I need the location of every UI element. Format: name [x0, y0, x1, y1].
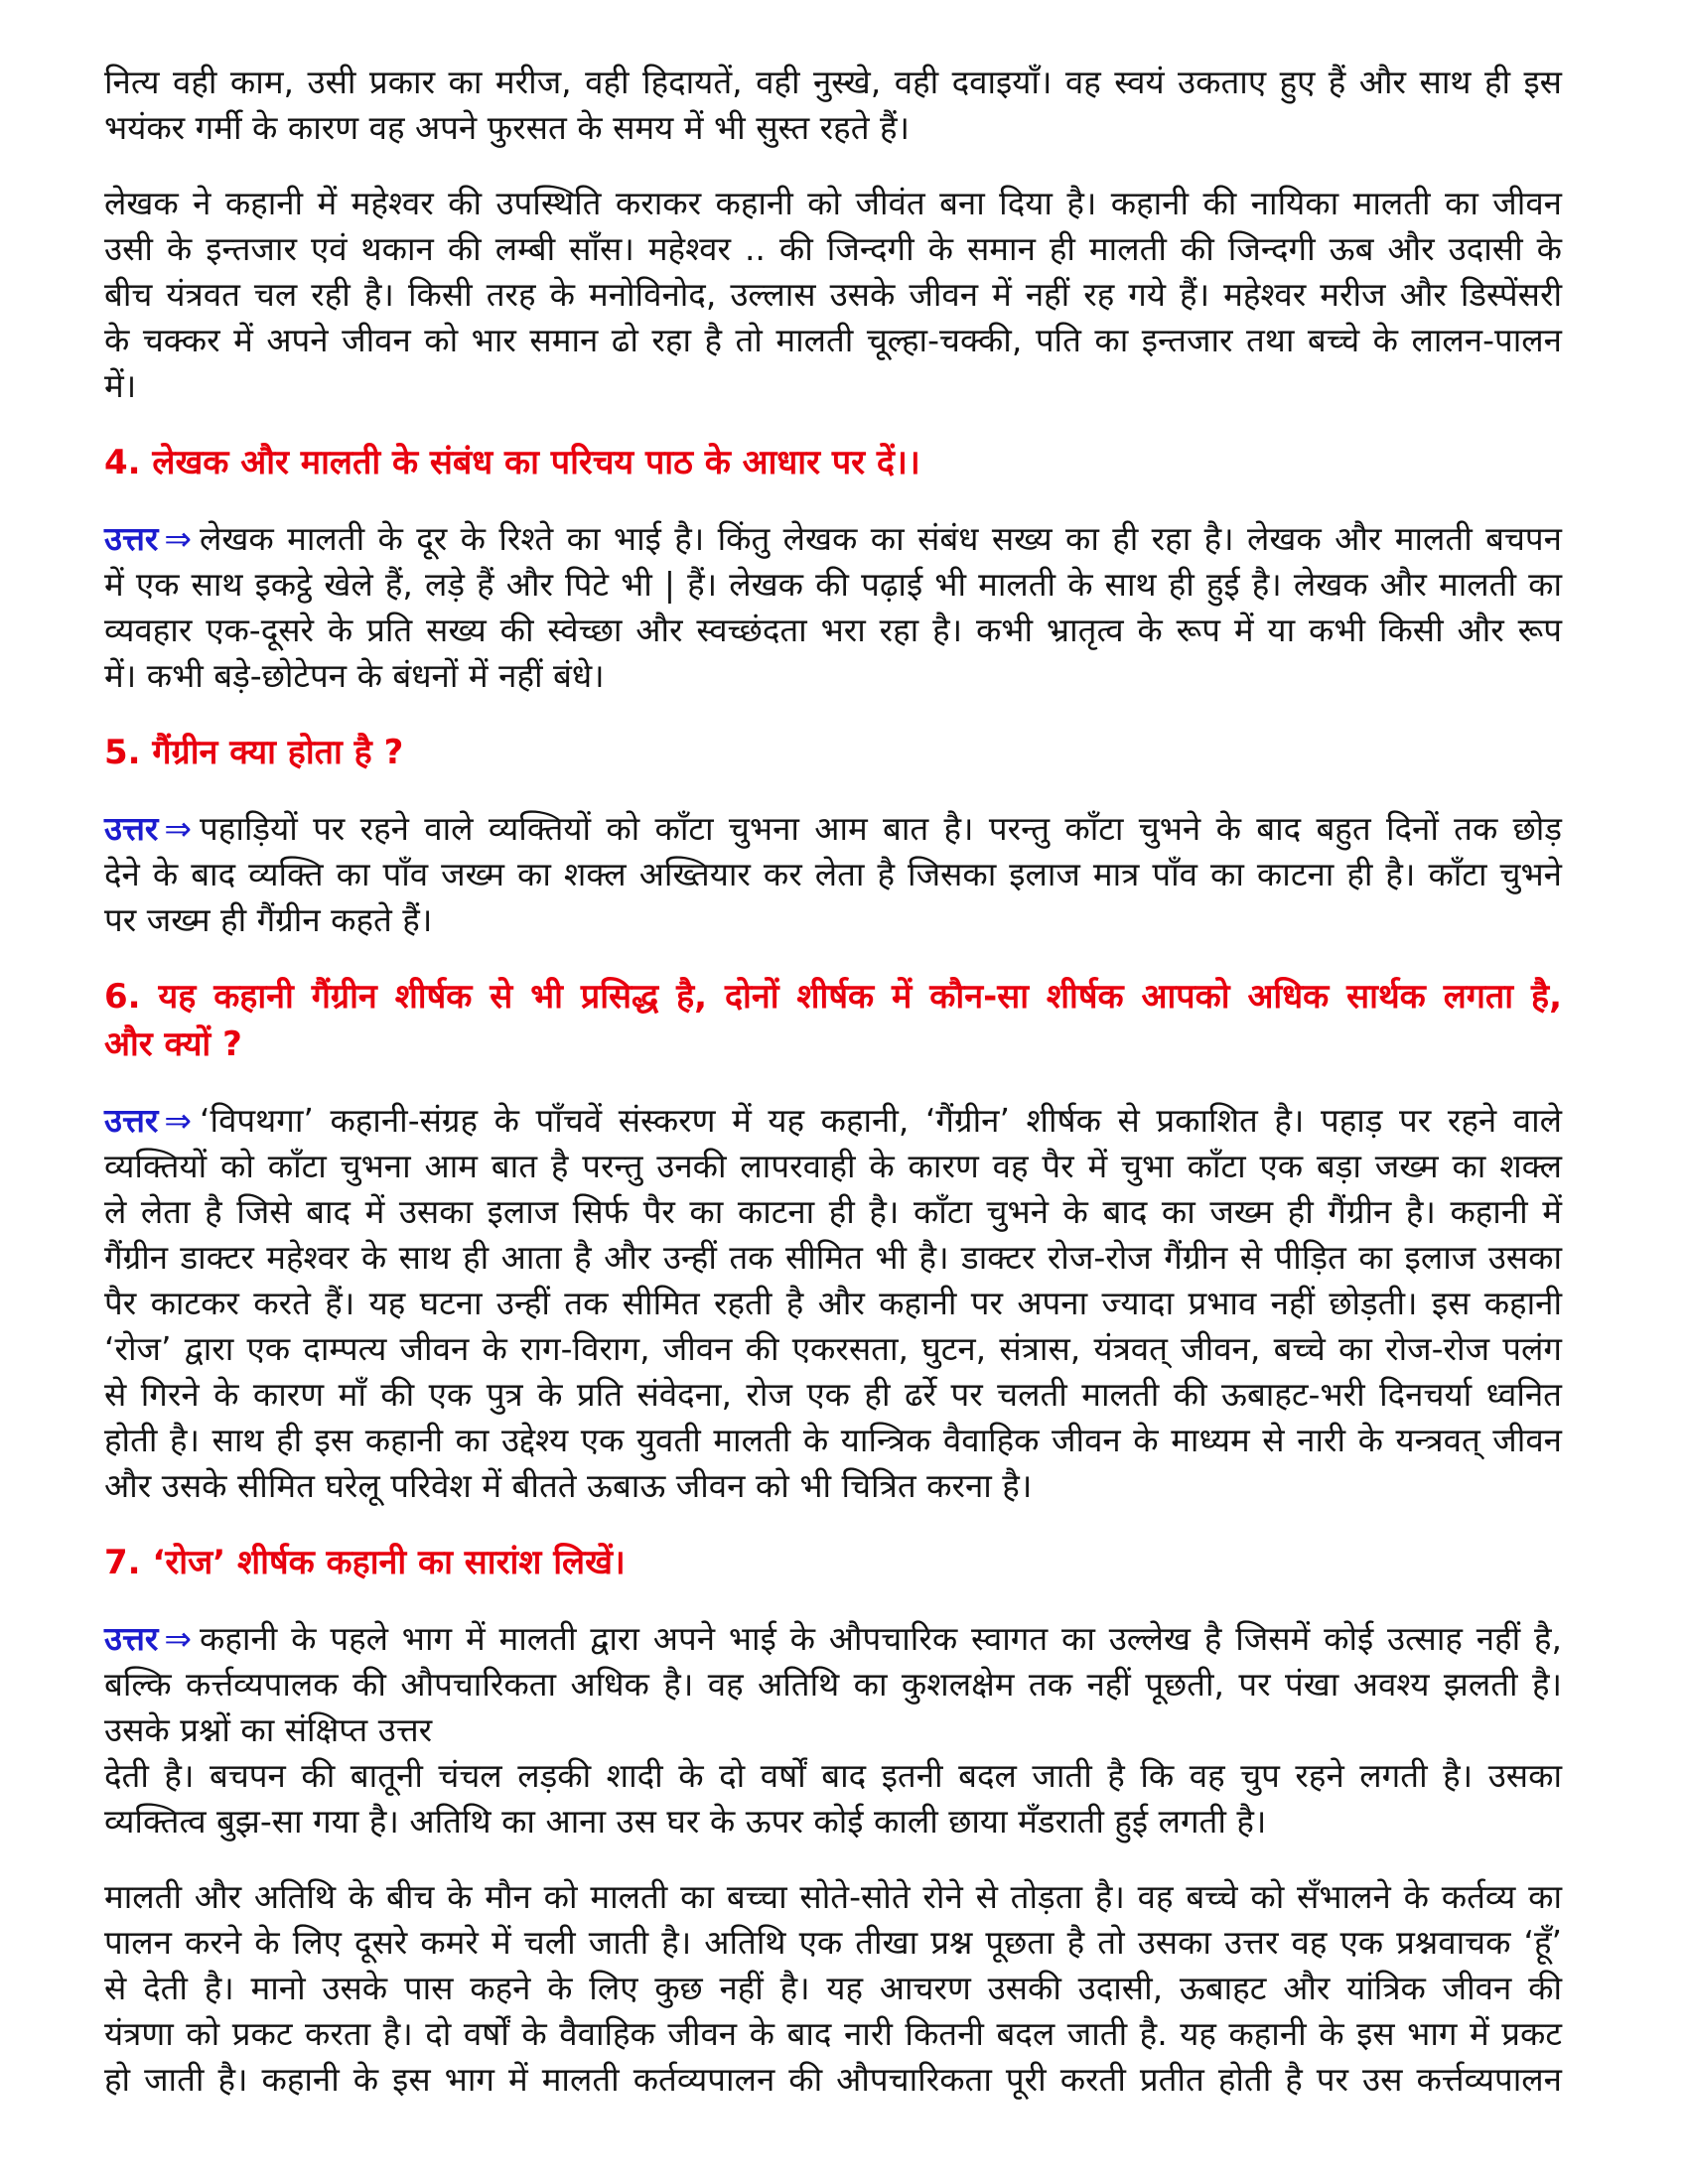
paragraph: [104, 1874, 1562, 2103]
question-heading: [104, 1539, 1562, 1586]
text-line: उसके प्रश्नों का संक्षिप्त उत्तर: [104, 1710, 433, 1749]
paragraph: [104, 60, 1562, 151]
text-line: मालती और अतिथि के बीच के मौन को मालती का बच्चा सोते-सोते रोने से तोड़ता है। वह बच्चे को सँभालने के कर्तव्य का: [104, 1877, 1562, 1916]
text-line: 4. लेखक और मालती के संबंध का परिचय पाठ के आधार पर दें।।: [104, 443, 920, 482]
text-line: ‘रोज’ द्वारा एक दाम्पत्य जीवन के राग-विराग, जीवन की एकरसता, घुटन, संत्रास, यंत्रवत् जीवन, बच्चे का रोज-रोज पलंग: [104, 1329, 1562, 1368]
text-line: गैंग्रीन डाक्टर महेश्वर के साथ ही आता है और उन्हीं तक सीमित भी है। डाक्टर रोज-रोज गैंग्रीन से पीड़ित का इलाज उसका: [104, 1238, 1562, 1277]
answer-arrow-icon: ⇒: [164, 809, 193, 848]
text-line: ले लेता है जिसे बाद में उसका इलाज सिर्फ पैर का काटना ही है। काँटा चुभने के बाद का जख्म ही गैंग्रीन है। कहानी में: [104, 1192, 1562, 1231]
answer-paragraph: [104, 1098, 1562, 1509]
text-line: व्यक्तित्व बुझ-सा गया है। अतिथि का आना उस घर के ऊपर कोई काली छाया मँडराती हुई लगती है।: [104, 1802, 1267, 1841]
text-line: से देती है। मानो उसके पास कहने के लिए कुछ नहीं है। यह आचरण उसकी उदासी, ऊबाहट और यांत्रिक जीवन की: [104, 1969, 1562, 2007]
question-heading: [104, 973, 1562, 1068]
answer-text: पहाड़ियों पर रहने वाले व्यक्तियों को काँटा चुभना आम बात है। परन्तु काँटा चुभने के बाद बहुत दिनों तक छोड़: [200, 809, 1562, 848]
text-line: लेखक ने कहानी में महेश्वर की उपस्थिति कराकर कहानी को जीवंत बना दिया है। कहानी की नायिका मालती का जीवन: [104, 184, 1562, 222]
text-line: बीच यंत्रवत चल रही है। किसी तरह के मनोविनोद, उल्लास उसके जीवन में नहीं रह गये हैं। महेश्वर मरीज और डिस्पेंसरी: [104, 275, 1562, 314]
text-line: होती है। साथ ही इस कहानी का उद्देश्य एक युवती मालती के यान्त्रिक वैवाहिक जीवन के माध्यम से नारी के यन्त्रवत् जीवन: [104, 1421, 1562, 1459]
text-line: [104, 806, 1562, 852]
paragraph: [104, 181, 1562, 409]
text-line: [104, 516, 1562, 562]
text-line: 7. ‘रोज’ शीर्षक कहानी का सारांश लिखें।: [104, 1543, 626, 1582]
answer-paragraph: [104, 806, 1562, 943]
text-line: [104, 1616, 1562, 1662]
text-line: व्यक्तियों को काँटा चुभना आम बात है परन्तु उनकी लापरवाही के कारण वह पैर में चुभा काँटा एक बड़ा जख्म का शक्ल: [104, 1147, 1562, 1185]
text-line: यंत्रणा को प्रकट करता है। दो वर्षों के वैवाहिक जीवन के बाद नारी कितनी बदल जाती है. यह कहानी के इस भाग में प्रकट: [104, 2014, 1562, 2053]
answer-arrow-icon: ⇒: [164, 519, 193, 558]
question-heading: [104, 729, 1562, 776]
text-line: में एक साथ इकट्ठे खेले हैं, लड़े हैं और पिटे भी | हैं। लेखक की पढ़ाई भी मालती के साथ ही हुई है। लेखक और मालती का: [104, 565, 1562, 604]
text-line: उसी के इन्तजार एवं थकान की लम्बी साँस। महेश्वर .. की जिन्दगी के समान ही मालती की जिन्दगी ऊब और उदासी के: [104, 229, 1562, 268]
text-line: पालन करने के लिए दूसरे कमरे में चली जाती है। अतिथि एक तीखा प्रश्न पूछता है तो उसका उत्तर वह एक प्रश्नवाचक ‘हूँ’: [104, 1923, 1562, 1962]
question-heading: [104, 439, 1562, 486]
answer-text: लेखक मालती के दूर के रिश्ते का भाई है। किंतु लेखक का संबंध सख्य का ही रहा है। लेखक और मालती बचपन: [200, 519, 1562, 558]
text-line: में।: [104, 366, 137, 405]
answer-paragraph: [104, 1616, 1562, 1844]
text-line: बल्कि कर्त्तव्यपालक की औपचारिकता अधिक है। वह अतिथि का कुशलक्षेम तक नहीं पूछती, पर पंखा अवश्य झलती है।: [104, 1665, 1562, 1704]
text-line: 5. गैंग्रीन क्या होता है ?: [104, 733, 404, 772]
text-line: हो जाती है। कहानी के इस भाग में मालती कर्तव्यपालन की औपचारिकता पूरी करती प्रतीत होती है पर उस कर्त्तव्यपालन: [104, 2060, 1562, 2099]
answer-text: ‘विपथगा’ कहानी-संग्रह के पाँचवें संस्करण में यह कहानी, ‘गैंग्रीन’ शीर्षक से प्रकाशित है। पहाड़ पर रहने वाले: [200, 1101, 1562, 1140]
text-line: व्यवहार एक-दूसरे के प्रति सख्य की स्वेच्छा और स्वच्छंदता भरा रहा है। कभी भ्रातृत्व के रूप में या कभी किसी और रूप: [104, 611, 1562, 649]
text-line: और क्यों ?: [104, 1024, 242, 1064]
text-line: और उसके सीमित घरेलू परिवेश में बीतते ऊबाऊ जीवन को भी चित्रित करना है।: [104, 1466, 1033, 1505]
answer-text: कहानी के पहले भाग में मालती द्वारा अपने भाई के औपचारिक स्वागत का उल्लेख है जिसमें कोई उत्साह नहीं है,: [200, 1619, 1562, 1658]
text-line: [104, 1098, 1562, 1144]
answer-label: उत्तर: [104, 1619, 159, 1658]
text-line: भयंकर गर्मी के कारण वह अपने फुरसत के समय में भी सुस्त रहते हैं।: [104, 108, 911, 147]
text-line: से गिरने के कारण माँ की एक पुत्र के प्रति संवेदना, रोज एक ही ढर्रे पर चलती मालती की ऊबाहट-भरी दिनचर्या ध्वनित: [104, 1375, 1562, 1414]
answer-label: उत्तर: [104, 519, 159, 558]
text-line: 6. यह कहानी गैंग्रीन शीर्षक से भी प्रसिद्ध है, दोनों शीर्षक में कौन-सा शीर्षक आपको अधिक सार्थक लगता है,: [104, 977, 1562, 1017]
answer-label: उत्तर: [104, 809, 159, 848]
answer-paragraph: [104, 516, 1562, 699]
text-line: पर जख्म ही गैंग्रीन कहते हैं।: [104, 900, 433, 939]
text-line: में। कभी बड़े-छोटेपन के बंधनों में नहीं बंधे।: [104, 656, 605, 695]
text-line: देती है। बचपन की बातूनी चंचल लड़की शादी के दो वर्षों बाद इतनी बदल जाती है कि वह चुप रहने लगती है। उसका: [104, 1756, 1562, 1795]
document-page: [104, 60, 1562, 2132]
text-line: पैर काटकर करते हैं। यह घटना उन्हीं तक सीमित रहती है और कहानी पर अपना ज्यादा प्रभाव नहीं छोड़ती। इस कहानी: [104, 1284, 1562, 1322]
text-line: देने के बाद व्यक्ति का पाँव जख्म का शक्ल अख्तियार कर लेता है जिसका इलाज मात्र पाँव का काटना ही है। काँटा चुभने: [104, 855, 1562, 893]
answer-label: उत्तर: [104, 1101, 159, 1140]
answer-arrow-icon: ⇒: [164, 1619, 193, 1658]
text-line: के चक्कर में अपने जीवन को भार समान ढो रहा है तो मालती चूल्हा-चक्की, पति का इन्तजार तथा बच्चे के लालन-पालन: [104, 321, 1562, 359]
answer-arrow-icon: ⇒: [164, 1101, 193, 1140]
text-line: नित्य वही काम, उसी प्रकार का मरीज, वही हिदायतें, वही नुस्खे, वही दवाइयाँ। वह स्वयं उकताए हुए हैं और साथ ही इस: [104, 63, 1562, 101]
